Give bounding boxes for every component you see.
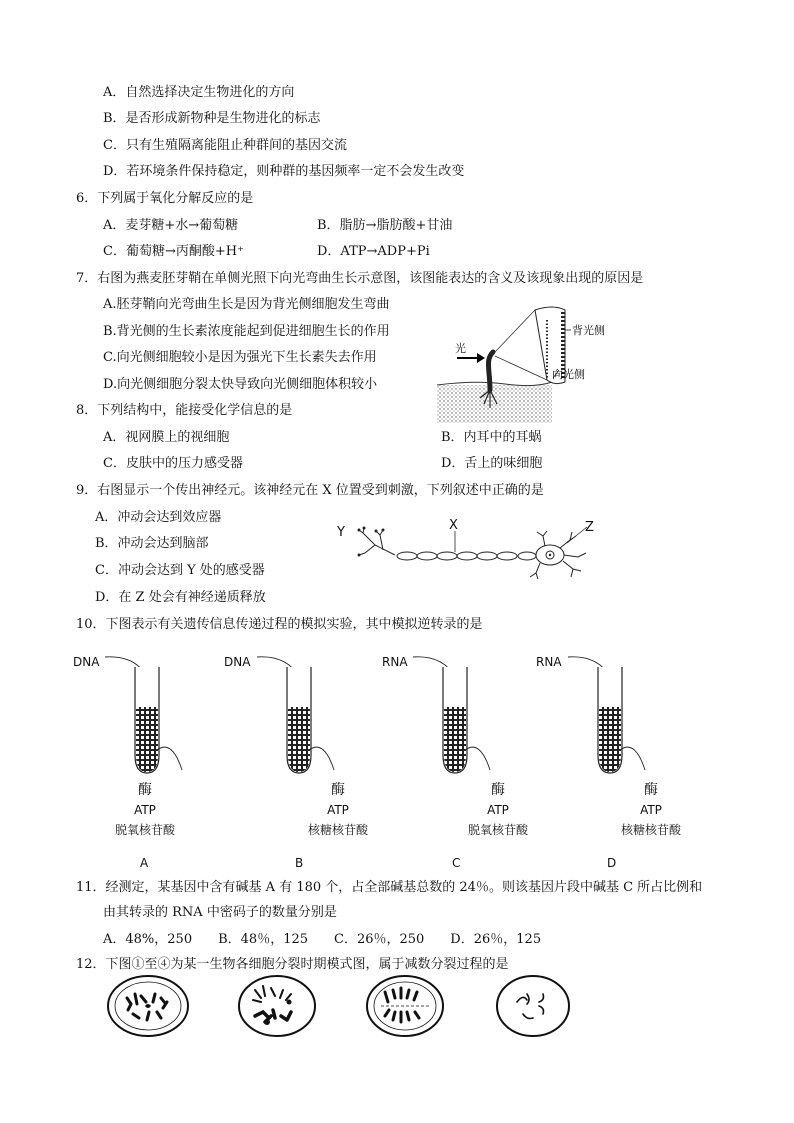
neuron-figure bbox=[335, 515, 605, 585]
cell-2 bbox=[239, 976, 315, 1036]
tube-c-enzyme: 酶 bbox=[491, 782, 505, 798]
q11-stem-line1: 11．经测定，某基因中含有碱基 A 有 180 个，占全部碱基总数的 24％。则该基因片段中碱基 C 所占比例和 bbox=[76, 880, 703, 895]
tube-c-atp: ATP bbox=[487, 803, 509, 817]
q8-option-b: B．内耳中的耳蜗 bbox=[441, 430, 542, 445]
q12-stem: 12．下图①至④为某一生物各细胞分裂时期模式图，属于减数分裂过程的是 bbox=[76, 957, 509, 972]
tube-c bbox=[408, 655, 503, 780]
q6-option-a: A．麦芽糖+水→葡萄糖 bbox=[103, 218, 239, 233]
tube-a-input: DNA bbox=[73, 655, 100, 669]
tube-b-atp: ATP bbox=[327, 803, 349, 817]
tube-a-letter: A bbox=[140, 856, 149, 870]
q7-option-d: D.向光侧细胞分裂太快导致向光侧细胞体积较小 bbox=[103, 377, 378, 392]
tube-c-reagents bbox=[453, 780, 543, 840]
coleoptile-figure bbox=[435, 300, 610, 425]
q5-option-c: C．只有生殖隔离能阻止种群间的基因交流 bbox=[103, 138, 347, 153]
tube-c-input: RNA bbox=[382, 655, 408, 669]
tube-b-input: DNA bbox=[224, 655, 251, 669]
tube-c-letter: C bbox=[452, 856, 461, 870]
tube-b bbox=[252, 655, 347, 780]
soil bbox=[437, 385, 552, 423]
q6-option-c: C．葡萄糖→丙酮酸+H⁺ bbox=[103, 244, 244, 259]
q9-stem: 9．右图显示一个传出神经元。该神经元在 X 位置受到刺激，下列叙述中正确的是 bbox=[76, 483, 544, 498]
light-side-label: 向光侧 bbox=[552, 368, 585, 381]
tube-b-reagents bbox=[293, 780, 383, 840]
tube-c-substrate: 脱氧核苷酸 bbox=[467, 823, 528, 837]
tube-a-substrate: 脱氧核苷酸 bbox=[114, 823, 175, 837]
cell-1 bbox=[108, 976, 188, 1036]
q7-option-a: A.胚芽鞘向光弯曲生长是因为背光侧细胞发生弯曲 bbox=[103, 297, 390, 312]
q10-stem: 10．下图表示有关遗传信息传递过程的模拟实验，其中模拟逆转录的是 bbox=[76, 617, 483, 632]
q6-stem: 6．下列属于氧化分解反应的是 bbox=[76, 191, 254, 206]
q8-stem: 8．下列结构中，能接受化学信息的是 bbox=[76, 403, 293, 418]
cell-4 bbox=[497, 976, 569, 1036]
light-label: 光 bbox=[455, 342, 466, 355]
q11-options: A．48%，250 B．48％，125 C．26％，250 D．26％，125 bbox=[103, 932, 542, 947]
q6-option-d: D．ATP→ADP+Pi bbox=[317, 244, 430, 259]
q9-option-b: B．冲动会达到脑部 bbox=[95, 536, 209, 551]
q8-option-a: A．视网膜上的视细胞 bbox=[103, 430, 230, 445]
q11-stem-line2: 由其转录的 RNA 中密码子的数量分别是 bbox=[103, 905, 337, 920]
cell-division-figures bbox=[105, 972, 570, 1040]
axon bbox=[397, 552, 536, 560]
q7-option-b: B.背光侧的生长素浓度能起到促进细胞生长的作用 bbox=[103, 324, 390, 339]
q6-option-b: B．脂肪→脂肪酸+甘油 bbox=[317, 218, 453, 233]
cell-3 bbox=[367, 976, 443, 1036]
tube-a-enzyme: 酶 bbox=[138, 782, 152, 798]
q7-option-c: C.向光侧细胞较小是因为强光下生长素失去作用 bbox=[103, 350, 377, 365]
q9-option-c: C．冲动会达到 Y 处的感受器 bbox=[95, 563, 265, 578]
label-x: X bbox=[449, 518, 458, 533]
q9-option-d: D．在 Z 处会有神经递质释放 bbox=[95, 590, 266, 605]
tube-a-atp: ATP bbox=[134, 803, 156, 817]
label-z: Z bbox=[585, 520, 594, 535]
tube-a bbox=[100, 655, 195, 780]
q8-option-c: C．皮肤中的压力感受器 bbox=[103, 456, 243, 471]
q5-option-b: B．是否形成新物种是生物进化的标志 bbox=[103, 111, 321, 126]
q8-option-d: D．舌上的味细胞 bbox=[441, 456, 543, 471]
tube-b-substrate: 核糖核苷酸 bbox=[307, 823, 368, 837]
q5-option-a: A．自然选择决定生物进化的方向 bbox=[103, 85, 295, 100]
tube-d bbox=[563, 655, 658, 780]
tube-d-reagents bbox=[606, 780, 696, 840]
tube-a-reagents bbox=[100, 780, 190, 840]
q7-stem: 7．右图为燕麦胚芽鞘在单侧光照下向光弯曲生长示意图，该图能表达的含义及该现象出现的原因是 bbox=[76, 271, 644, 286]
tube-d-substrate: 核糖核苷酸 bbox=[620, 823, 681, 837]
back-side-label: 背光侧 bbox=[572, 324, 605, 337]
tube-d-atp: ATP bbox=[640, 803, 662, 817]
tube-b-enzyme: 酶 bbox=[331, 782, 345, 798]
tube-d-letter: D bbox=[607, 856, 617, 870]
label-y: Y bbox=[337, 525, 345, 540]
q5-option-d: D．若环境条件保持稳定，则种群的基因频率一定不会发生改变 bbox=[103, 164, 465, 179]
tube-b-letter: B bbox=[295, 856, 304, 870]
tube-d-input: RNA bbox=[536, 655, 562, 669]
coleoptile-stem bbox=[488, 352, 493, 390]
q9-option-a: A．冲动会达到效应器 bbox=[95, 510, 222, 525]
tube-d-enzyme: 酶 bbox=[644, 782, 658, 798]
